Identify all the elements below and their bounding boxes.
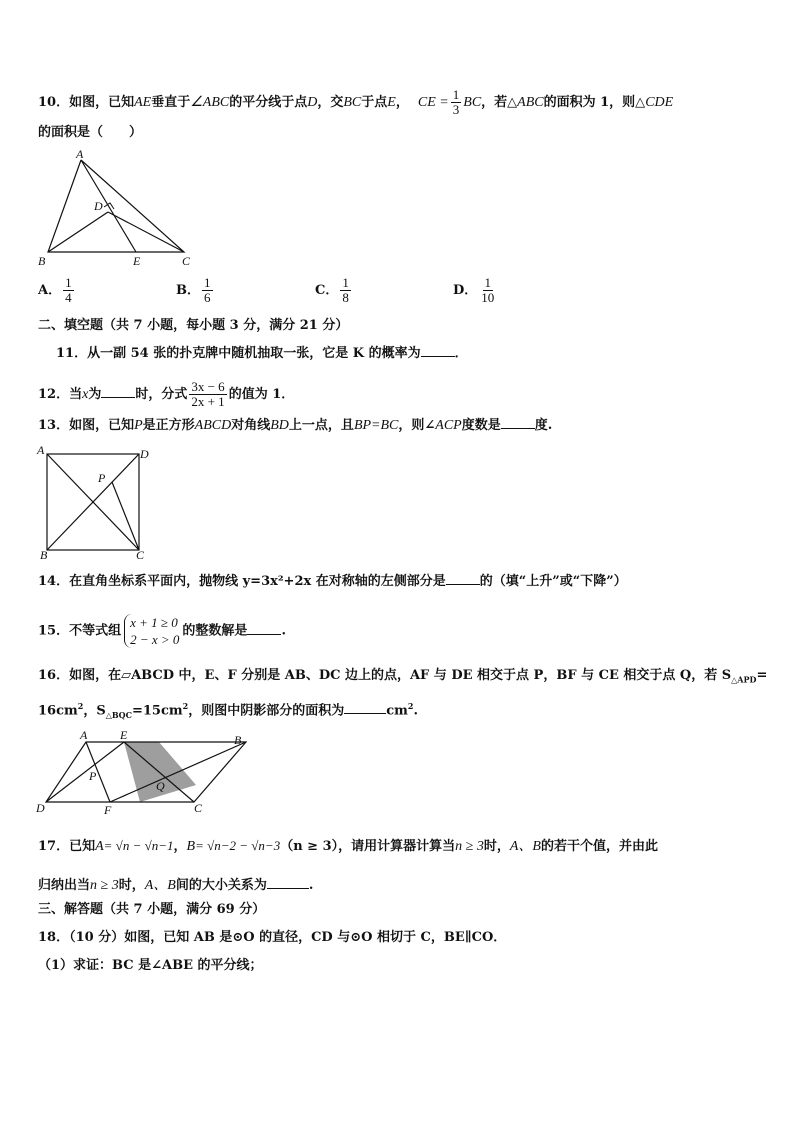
q18-part1: （1）求证：BC 是∠ABE 的平分线；	[38, 958, 263, 973]
triangle-figure	[36, 148, 196, 270]
section3-heading: 三、解答题（共 7 小题，满分 69 分）	[38, 902, 266, 917]
fig10-label-b: B	[38, 254, 46, 268]
fig13-label-a: A	[37, 443, 45, 457]
q13: 13．如图，已知P是正方形ABCD对角线BD上一点，且BP=BC，则∠ACP度数是 度.	[38, 418, 553, 433]
section2-heading: 二、填空题（共 7 小题，每小题 3 分，满分 21 分）	[38, 318, 349, 333]
q11: 11．从一副 54 张的扑克牌中随机抽取一张，它是 K 的概率为 ．	[56, 346, 468, 361]
option-c: C． $\frac{1}{8}$	[315, 275, 349, 305]
fraction-one-third: $\frac{1}{3}$	[452, 87, 460, 117]
fig10-label-e: E	[133, 254, 141, 268]
square-figure	[34, 442, 164, 564]
fig16-label-c: C	[194, 801, 203, 815]
q18: 18．（10 分）如图，已知 AB 是⊙O 的直径，CD 与⊙O 相切于 C，BE∥CO．	[38, 930, 507, 945]
fig16-label-e: E	[120, 728, 128, 742]
fig16-label-a: A	[80, 728, 88, 742]
q16-line1: 16．如图，在▱ABCD 中，E、F 分别是 AB、DC 边上的点，AF 与 DE 相交于点 P，BF 与 CE 相交于点 Q，若 $S_{\triangle APD}=$	[38, 668, 768, 685]
fig16-label-b: B	[234, 733, 242, 747]
fig10-label-c: C	[182, 254, 191, 268]
q17-line1: 17．已知A= √n − √n−1，B= √n−2 − √n−3（n ≥ 3），请用计算器计算当n ≥ 3时，A、B的若干个值，并由此	[38, 838, 658, 854]
fig13-label-p: P	[98, 471, 106, 485]
inequality-system: x + 1 ≥ 0 2 − x > 0	[124, 614, 179, 648]
q14: 14．在直角坐标系平面内，抛物线 y=3x²+2x 在对称轴的左侧部分是 的（填“上升”或“下降”）	[38, 574, 627, 589]
fig16-label-d: D	[36, 801, 45, 815]
option-a: A． $\frac{1}{4}$	[38, 275, 72, 305]
q15: 15．不等式组 x + 1 ≥ 0 2 − x > 0 的整数解是 .	[38, 615, 286, 647]
option-d: D． $\frac{1}{10}$	[453, 275, 495, 305]
q10-line2: 的面积是（ ）	[38, 125, 143, 140]
q12: 12．当x为 时，分式 $\frac{3x - 6}{2x + 1}$ 的值为 1．	[38, 379, 295, 409]
fig13-label-d: D	[140, 447, 149, 461]
fig10-label-a: A	[76, 148, 84, 161]
option-b: B． $\frac{1}{6}$	[176, 275, 211, 305]
fig10-label-d: D	[94, 199, 103, 213]
fig16-label-q: Q	[156, 779, 165, 793]
fig13-label-c: C	[136, 548, 145, 562]
q10-line1: 10．如图，已知AE垂直于∠ABC的平分线于点D，交BC于点E， CE = $\frac{1}{3}$ BC，若△ABC的面积为 1，则△CDE	[38, 87, 674, 117]
fig16-label-p: P	[89, 769, 97, 783]
parallelogram-figure	[34, 726, 254, 818]
q16-line2: $16cm^2$，$S_{\triangle BQC}=15cm^2$，则图中阴影部分的面积为 $cm^2$.	[38, 701, 419, 720]
fig13-label-b: B	[40, 548, 48, 562]
fig16-label-f: F	[104, 803, 112, 817]
q17-line2: 归纳出当n ≥ 3时，A、B间的大小关系为 .	[38, 878, 314, 893]
